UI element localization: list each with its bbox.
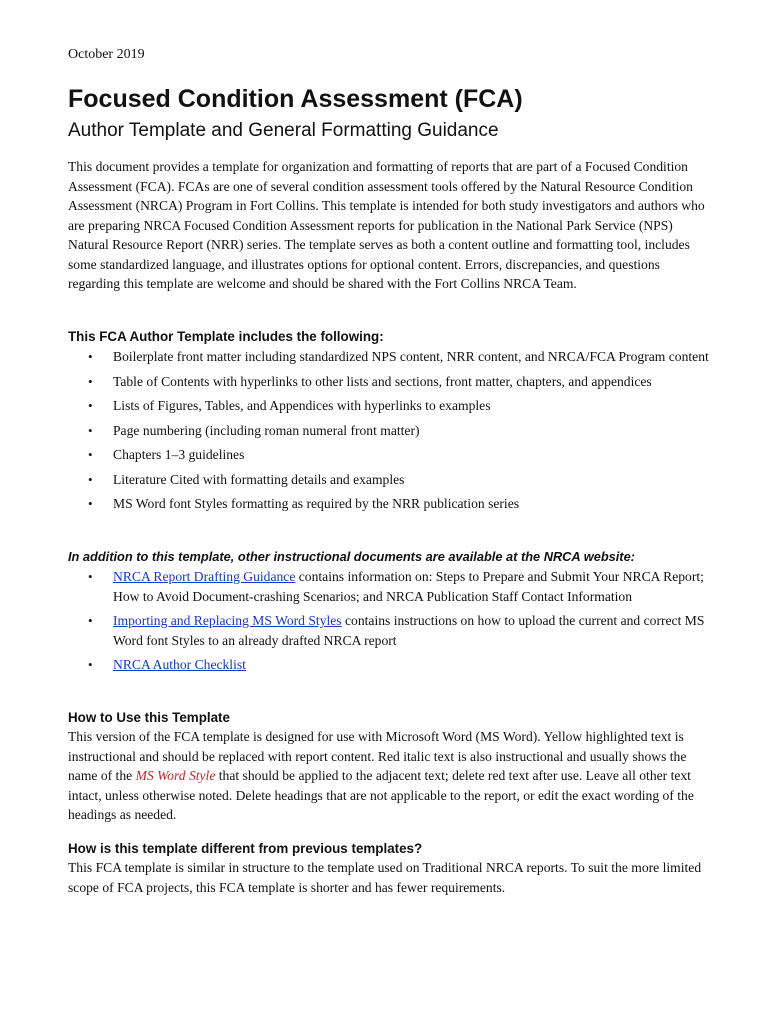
list-item: • Boilerplate front matter including standardized NPS content, NRR content, and NRCA/FCA Program content [68,347,713,367]
bullet-icon: • [88,373,93,389]
includes-list [68,347,718,514]
list-item: • NRCA Report Drafting Guidance contains information on: Steps to Prepare and Submit Your NRCA Report; How to Avoid Document-crashing Scenarios; and NRCA Publication Staff Contact Information [88,569,704,604]
list-item: • Literature Cited with formatting details and examples [68,470,713,490]
list-item: • MS Word font Styles formatting as required by the NRR publication series [68,494,713,514]
additional-docs-section [68,548,718,675]
bullet-icon: • [88,657,93,672]
difference-heading: How is this template different from previous templates? [68,841,423,856]
list-item: • Page numbering (including roman numeral front matter) [68,421,713,441]
how-to-use-heading: How to Use this Template [68,710,230,725]
bullet-icon: • [88,398,93,413]
list-item: • Chapters 1–3 guidelines [68,445,713,465]
report-drafting-guidance-link[interactable]: NRCA Report Drafting Guidance [113,569,296,584]
bullet-icon: • [88,349,93,364]
page-title: Focused Condition Assessment (FCA) [68,85,523,113]
bullet-icon: • [88,569,93,584]
includes-section [68,328,718,514]
style-name-example: MS Word Style [135,768,216,783]
includes-heading: This FCA Author Template includes the following: [68,329,384,344]
difference-paragraph: This FCA template is similar in structure to the template used on Traditional NRCA reports. To suit the more limited scope of FCA projects, this FCA template is shorter and has fewer requirements. [68,860,702,895]
bullet-icon: • [88,496,93,511]
list-item: • Importing and Replacing MS Word Styles contains instructions on how to upload the current and correct MS Word font Styles to an already drafted NRCA report [88,613,705,648]
bullet-icon: • [88,613,93,628]
difference-section [68,840,708,897]
additional-docs-list [68,567,718,675]
list-item [68,655,713,675]
bullet-icon: • [88,447,93,462]
document-date: October 2019 [68,47,145,62]
additional-docs-heading: In addition to this template, other instructional documents are available at the NRCA website: [68,549,635,564]
bullet-icon: • [88,422,93,438]
author-checklist-link[interactable]: NRCA Author Checklist [113,657,246,672]
list-item: • Lists of Figures, Tables, and Appendices with hyperlinks to examples [68,396,713,416]
bullet-icon: • [88,471,93,487]
page-subtitle: Author Template and General Formatting Guidance [68,120,499,141]
importing-styles-link[interactable]: Importing and Replacing MS Word Styles [113,613,342,628]
intro-paragraph: This document provides a template for organization and formatting of reports that are part of a Focused Condition Assessment (FCA). FCAs are one of several condition assessment tools offered by the Natural Resource Condition Assessment (NRCA) Program in Fort Collins. This template is intended for both study investigators and authors who are preparing NRCA Focused Condition Assessment reports for publication in the National Park Service (NPS) Natural Resource Report (NRR) series. The template serves as both a content outline and formatting tool, includes some standardized language, and illustrates options for optional content. Errors, discrepancies, and questions regarding this template are welcome and should be shared with the Fort Collins NRCA Team. [68,159,705,291]
how-to-use-section [68,709,708,825]
list-item: • Table of Contents with hyperlinks to other lists and sections, front matter, chapters, and appendices [68,372,713,392]
how-to-use-paragraph: This version of the FCA template is designed for use with Microsoft Word (MS Word). Yellow highlighted text is instructional and should be replaced with report content. Red italic text is also instructional and usually shows the name of the MS Word Style that should be applied to the adjacent text; delete red text after use. Leave all other text intact, unless otherwise noted. Delete headings that are not applicable to the report, or edit the exact wording of the headings as needed. [68,729,694,822]
